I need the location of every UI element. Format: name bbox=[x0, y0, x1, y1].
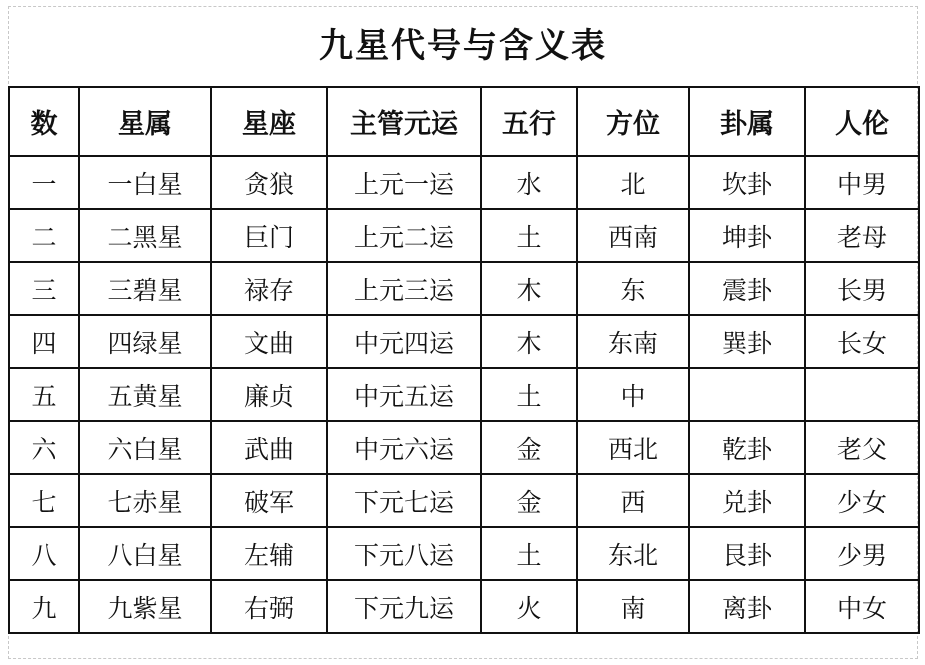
table-cell: 长女 bbox=[805, 315, 919, 368]
table-cell: 中女 bbox=[805, 580, 919, 633]
table-cell: 兑卦 bbox=[689, 474, 805, 527]
table-cell: 文曲 bbox=[211, 315, 327, 368]
header-cell: 主管元运 bbox=[327, 87, 481, 156]
table-cell: 五 bbox=[9, 368, 79, 421]
table-cell: 三 bbox=[9, 262, 79, 315]
table-row bbox=[9, 315, 919, 368]
table-cell: 四绿星 bbox=[79, 315, 211, 368]
table-cell: 巽卦 bbox=[689, 315, 805, 368]
table-cell: 离卦 bbox=[689, 580, 805, 633]
table-cell: 老父 bbox=[805, 421, 919, 474]
table-cell: 西北 bbox=[577, 421, 689, 474]
header-cell: 方位 bbox=[577, 87, 689, 156]
table-cell: 一白星 bbox=[79, 156, 211, 209]
table-cell: 东北 bbox=[577, 527, 689, 580]
table-cell: 中元五运 bbox=[327, 368, 481, 421]
header-cell: 人伦 bbox=[805, 87, 919, 156]
table-cell: 右弼 bbox=[211, 580, 327, 633]
table-cell: 南 bbox=[577, 580, 689, 633]
table-row bbox=[9, 580, 919, 633]
table-cell: 八白星 bbox=[79, 527, 211, 580]
table-cell: 六 bbox=[9, 421, 79, 474]
table-row bbox=[9, 156, 919, 209]
nine-stars-table bbox=[8, 86, 920, 634]
table-cell: 武曲 bbox=[211, 421, 327, 474]
table-cell: 北 bbox=[577, 156, 689, 209]
table-cell: 火 bbox=[481, 580, 577, 633]
table-cell: 中元四运 bbox=[327, 315, 481, 368]
table-cell: 西 bbox=[577, 474, 689, 527]
table-cell bbox=[689, 368, 805, 421]
table-cell: 六白星 bbox=[79, 421, 211, 474]
table-row bbox=[9, 262, 919, 315]
table-cell: 木 bbox=[481, 315, 577, 368]
header-cell: 数 bbox=[9, 87, 79, 156]
table-row bbox=[9, 421, 919, 474]
table-cell: 下元八运 bbox=[327, 527, 481, 580]
table-cell: 中男 bbox=[805, 156, 919, 209]
header-cell: 星属 bbox=[79, 87, 211, 156]
table-cell: 一 bbox=[9, 156, 79, 209]
table-row bbox=[9, 209, 919, 262]
table-row bbox=[9, 527, 919, 580]
table-cell: 震卦 bbox=[689, 262, 805, 315]
table-cell: 金 bbox=[481, 421, 577, 474]
table-cell: 东南 bbox=[577, 315, 689, 368]
table-cell: 巨门 bbox=[211, 209, 327, 262]
table-cell: 五黄星 bbox=[79, 368, 211, 421]
table-cell: 金 bbox=[481, 474, 577, 527]
table-cell: 西南 bbox=[577, 209, 689, 262]
table-cell: 中 bbox=[577, 368, 689, 421]
table-cell bbox=[805, 368, 919, 421]
table-cell: 艮卦 bbox=[689, 527, 805, 580]
table-cell: 禄存 bbox=[211, 262, 327, 315]
table-cell: 贪狼 bbox=[211, 156, 327, 209]
table-cell: 下元九运 bbox=[327, 580, 481, 633]
table-cell: 上元三运 bbox=[327, 262, 481, 315]
header-row bbox=[9, 87, 919, 156]
table-cell: 坎卦 bbox=[689, 156, 805, 209]
table-cell: 上元二运 bbox=[327, 209, 481, 262]
table-cell: 土 bbox=[481, 368, 577, 421]
table-cell: 破军 bbox=[211, 474, 327, 527]
table-cell: 下元七运 bbox=[327, 474, 481, 527]
table-cell: 中元六运 bbox=[327, 421, 481, 474]
table-title: 九星代号与含义表 bbox=[319, 26, 607, 66]
table-cell: 长男 bbox=[805, 262, 919, 315]
table-cell: 八 bbox=[9, 527, 79, 580]
table-cell: 九紫星 bbox=[79, 580, 211, 633]
table-cell: 老母 bbox=[805, 209, 919, 262]
table-row bbox=[9, 474, 919, 527]
table-cell: 七赤星 bbox=[79, 474, 211, 527]
table-cell: 左辅 bbox=[211, 527, 327, 580]
table-cell: 少女 bbox=[805, 474, 919, 527]
table-cell: 二 bbox=[9, 209, 79, 262]
table-cell: 二黑星 bbox=[79, 209, 211, 262]
table-cell: 四 bbox=[9, 315, 79, 368]
table-cell: 水 bbox=[481, 156, 577, 209]
table-cell: 三碧星 bbox=[79, 262, 211, 315]
table-cell: 七 bbox=[9, 474, 79, 527]
table-cell: 九 bbox=[9, 580, 79, 633]
table-cell: 坤卦 bbox=[689, 209, 805, 262]
header-cell: 卦属 bbox=[689, 87, 805, 156]
table-cell: 木 bbox=[481, 262, 577, 315]
table-cell: 东 bbox=[577, 262, 689, 315]
table-row bbox=[9, 368, 919, 421]
header-cell: 五行 bbox=[481, 87, 577, 156]
table-cell: 少男 bbox=[805, 527, 919, 580]
table-cell: 廉贞 bbox=[211, 368, 327, 421]
table-cell: 乾卦 bbox=[689, 421, 805, 474]
table-cell: 土 bbox=[481, 527, 577, 580]
table-cell: 上元一运 bbox=[327, 156, 481, 209]
header-cell: 星座 bbox=[211, 87, 327, 156]
table-cell: 土 bbox=[481, 209, 577, 262]
